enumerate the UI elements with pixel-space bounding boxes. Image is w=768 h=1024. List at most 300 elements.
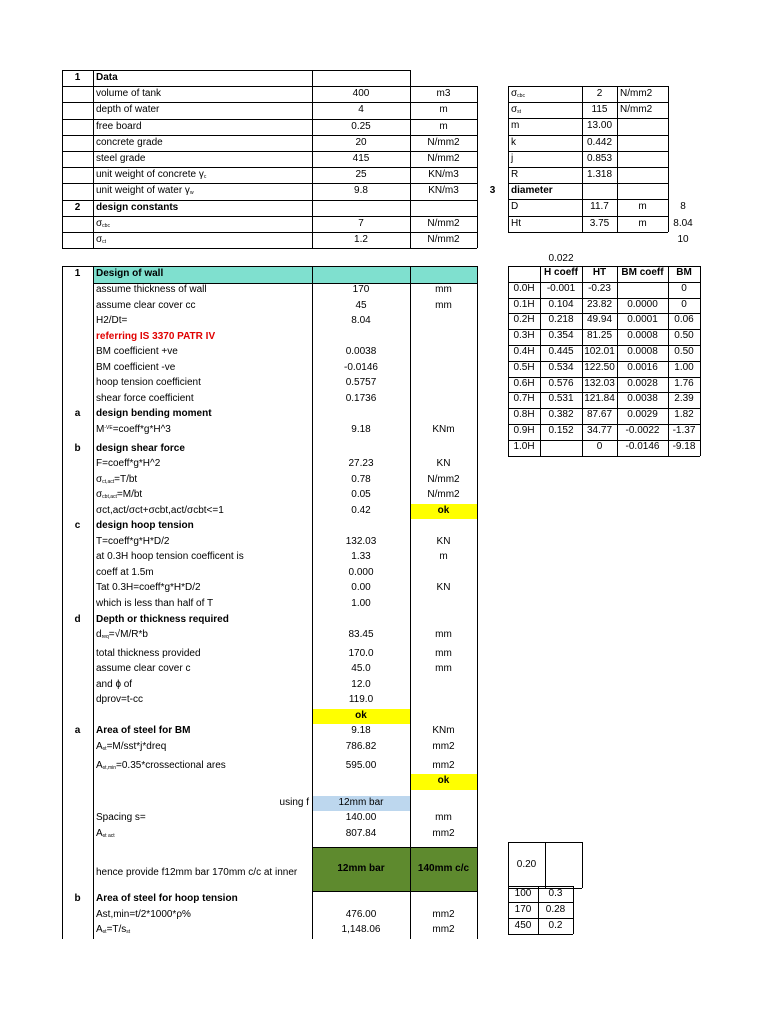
data-unit: m bbox=[439, 120, 448, 132]
grid-line bbox=[508, 842, 509, 888]
prop-unit bbox=[617, 118, 668, 134]
grid-line bbox=[508, 282, 700, 283]
tat-unit: KN bbox=[436, 582, 451, 594]
constants-num: 2 bbox=[74, 201, 81, 213]
coef-cell: 0.0008 bbox=[627, 346, 658, 357]
prop-unit bbox=[617, 167, 668, 183]
grid-line bbox=[62, 70, 63, 248]
astT-unit: mm2 bbox=[432, 924, 455, 936]
F-label: F=coeff*g*H^2 bbox=[96, 458, 161, 470]
data-unit: m3 bbox=[436, 88, 451, 100]
prop-label: m bbox=[511, 120, 520, 132]
pct-thickness: 450 bbox=[514, 920, 532, 931]
Ht-label: Ht bbox=[511, 217, 521, 229]
grid-line bbox=[508, 266, 700, 267]
astmin-label-part: =0.35*crossectional ares bbox=[116, 759, 226, 771]
data-value: 0.25 bbox=[351, 120, 371, 132]
prop-value: 13.00 bbox=[586, 120, 613, 132]
coef-cell: 0.354 bbox=[548, 330, 574, 342]
coef-cell: 0 bbox=[681, 282, 687, 294]
grid-line bbox=[508, 232, 668, 233]
grid-line bbox=[62, 216, 477, 217]
design-bm-num: a bbox=[74, 408, 81, 420]
coef-cell: 23.82 bbox=[586, 298, 613, 310]
grid-line bbox=[545, 842, 546, 888]
grid-line bbox=[508, 424, 700, 425]
grid-line bbox=[508, 86, 509, 232]
pct-thickness: 170 bbox=[514, 904, 532, 915]
grid-line bbox=[508, 151, 668, 152]
spacing-label: Spacing s= bbox=[96, 812, 146, 824]
dprov-value: 119.0 bbox=[348, 694, 374, 706]
coef-cell: 0.0029 bbox=[627, 409, 658, 421]
phi-value: 12.0 bbox=[351, 678, 371, 690]
phi-label: and ɸ of bbox=[96, 678, 133, 690]
ast-value: 786.82 bbox=[345, 740, 377, 752]
grid-line bbox=[700, 266, 701, 456]
Ht-value: 3.75 bbox=[589, 217, 610, 229]
grid-line bbox=[62, 232, 477, 233]
coef-cell: 34.77 bbox=[586, 425, 613, 436]
astT-label-part: A bbox=[96, 924, 103, 936]
constant-value: 7 bbox=[358, 217, 364, 229]
prop-label: R bbox=[511, 169, 519, 180]
coeff15-value: 0.000 bbox=[348, 566, 374, 578]
clear-cover-unit: mm bbox=[435, 663, 452, 675]
coef-cell: 0.0001 bbox=[627, 314, 658, 326]
prop-label: k bbox=[511, 136, 516, 148]
coef-cell: 0.50 bbox=[674, 346, 694, 357]
astmin-label-part: st,min bbox=[102, 764, 117, 771]
coef-cell: -0.0146 bbox=[625, 440, 660, 452]
ast-unit: mm2 bbox=[432, 740, 455, 752]
coef-cell bbox=[617, 282, 668, 298]
constant-label-part: σ bbox=[96, 217, 103, 229]
grid-line bbox=[508, 361, 700, 362]
sigma2-value: 0.05 bbox=[351, 489, 371, 501]
astact-label bbox=[93, 827, 312, 843]
D-extra: 8 bbox=[680, 201, 686, 213]
data-value: 400 bbox=[352, 88, 370, 100]
grid-line bbox=[93, 283, 477, 284]
grid-line bbox=[508, 86, 668, 87]
coef-cell: 2.39 bbox=[674, 393, 694, 405]
grid-line bbox=[582, 86, 583, 232]
less-value: 1.00 bbox=[351, 598, 371, 609]
ast-label-part: =M/sst*j*dreq bbox=[106, 740, 167, 752]
ast-label-part: A bbox=[96, 740, 103, 752]
mve-label-part: -VE bbox=[104, 424, 113, 431]
grid-line bbox=[62, 200, 477, 201]
prop-value: 0.853 bbox=[586, 152, 613, 164]
at03-label: at 0.3H hoop tension coefficent is bbox=[96, 551, 244, 563]
data-value: 25 bbox=[355, 169, 367, 181]
astmin2-label: Ast,min=t/2*1000*ρ% bbox=[96, 908, 191, 920]
cover-value: 45 bbox=[355, 299, 367, 311]
as-bm-label: Area of steel for BM bbox=[96, 725, 191, 737]
thickness-value: 170 bbox=[352, 284, 370, 295]
sigma-check-label: σct,act/σct+σcbt,act/σcbt<=1 bbox=[96, 504, 224, 516]
ok3-unit: ok bbox=[410, 774, 477, 790]
dprov-label: dprov=t-cc bbox=[96, 694, 143, 706]
grid-line bbox=[508, 199, 668, 200]
tat-label: Tat 0.3H=coeff*g*H*D/2 bbox=[96, 582, 201, 594]
design-sf-num: b bbox=[74, 442, 81, 454]
grid-line bbox=[62, 167, 477, 168]
coef-cell: -9.18 bbox=[672, 440, 696, 452]
design-ht-num: c bbox=[74, 520, 81, 532]
T-unit: KN bbox=[436, 535, 451, 547]
grid-line bbox=[668, 266, 669, 456]
grid-line bbox=[508, 456, 700, 457]
grid-line bbox=[62, 183, 477, 184]
grid-line bbox=[508, 934, 573, 935]
cover-label: assume clear cover cc bbox=[96, 299, 196, 311]
data-label-part: unit weight of water γ bbox=[96, 185, 190, 197]
extra-below: 10 bbox=[677, 233, 689, 245]
h2dt-label: H2/Dt= bbox=[96, 315, 128, 327]
data-title: Data bbox=[96, 72, 118, 83]
data-value: 20 bbox=[355, 136, 367, 148]
h2dt-value: 8.04 bbox=[351, 315, 371, 327]
grid-line bbox=[508, 216, 668, 217]
astT-label-part: st bbox=[102, 929, 107, 936]
sigma1-value: 0.78 bbox=[351, 473, 371, 485]
coef-cell: -1.37 bbox=[672, 425, 696, 436]
thickness-unit: mm bbox=[435, 284, 452, 295]
coef-cell: 1.82 bbox=[674, 409, 694, 421]
grid-line bbox=[477, 86, 478, 248]
pct-value: 0.3 bbox=[548, 888, 563, 899]
data-value: 4 bbox=[358, 104, 364, 116]
at03-value: 1.33 bbox=[351, 551, 371, 563]
grid-line bbox=[508, 392, 700, 393]
grid-line bbox=[582, 842, 583, 888]
design-bm-label: design bending moment bbox=[96, 408, 212, 420]
grid-line bbox=[573, 886, 574, 934]
coef-header: BM bbox=[676, 267, 692, 278]
diameter-num: 3 bbox=[489, 185, 496, 197]
astact-unit: mm2 bbox=[432, 827, 455, 839]
total-thick-label: total thickness provided bbox=[96, 647, 201, 659]
coef-cell: 0.0028 bbox=[627, 377, 658, 389]
ast-label bbox=[93, 740, 312, 756]
design-sf-label: design shear force bbox=[96, 442, 185, 454]
prop-label-part: cbc bbox=[517, 93, 525, 99]
constant-label bbox=[93, 232, 312, 248]
coef-cell: 0.0000 bbox=[627, 298, 658, 310]
as-bm-unit: KNm bbox=[432, 725, 455, 737]
grid-line bbox=[410, 70, 411, 248]
coef-cell: 49.94 bbox=[586, 314, 613, 326]
coef-row-label: 0.9H bbox=[513, 425, 535, 436]
astmin-label-part: A bbox=[96, 759, 103, 771]
constants-title: design constants bbox=[96, 201, 179, 213]
design-ht-label: design hoop tension bbox=[96, 520, 194, 532]
coef-cell: 0.0016 bbox=[627, 361, 658, 373]
reference-label: referring IS 3370 PATR IV bbox=[96, 330, 216, 342]
spacing-unit: mm bbox=[435, 812, 452, 824]
grid-line bbox=[62, 266, 63, 939]
sigma2-label-part: =M/bt bbox=[116, 489, 143, 501]
dreq-label bbox=[93, 628, 312, 644]
dreq-value: 83.45 bbox=[348, 629, 374, 641]
astmin-label bbox=[93, 759, 312, 775]
astmin2-value: 476.00 bbox=[345, 908, 377, 920]
sigma1-label bbox=[93, 473, 312, 489]
prop-value: 115 bbox=[591, 104, 608, 116]
grid-line bbox=[508, 313, 700, 314]
coef-row-label: 0.8H bbox=[513, 409, 535, 421]
grid-line bbox=[62, 119, 477, 120]
grid-line bbox=[62, 266, 477, 267]
coef-cell: 132.03 bbox=[584, 377, 615, 389]
prop-label bbox=[508, 86, 582, 102]
dreq-label-part: d bbox=[96, 629, 102, 641]
data-unit: N/mm2 bbox=[427, 136, 460, 148]
coef-row-label: 0.4H bbox=[513, 346, 535, 357]
grid-line bbox=[508, 886, 573, 887]
total-thick-unit: mm bbox=[435, 647, 452, 659]
dreq-unit: mm bbox=[435, 629, 452, 641]
prop-label-part: σ bbox=[511, 88, 518, 99]
ok2-value: ok bbox=[312, 709, 410, 725]
astT-label bbox=[93, 923, 312, 939]
grid-line bbox=[538, 886, 539, 934]
coef-cell: 0 bbox=[681, 298, 687, 310]
data-label-part: unit weight of concrete γ bbox=[96, 169, 204, 181]
constant-value: 1.2 bbox=[354, 234, 368, 245]
prop-value: 2 bbox=[596, 88, 603, 99]
as-hoop-label: Area of steel for hoop tension bbox=[96, 893, 238, 905]
spacing-value: 140.00 bbox=[345, 812, 377, 824]
prop-label-part: st bbox=[517, 109, 522, 116]
sigma2-unit: N/mm2 bbox=[427, 489, 460, 501]
shear-coeff-value: 0.1736 bbox=[345, 392, 377, 404]
grid-line bbox=[508, 329, 700, 330]
coef-cell: 0.0038 bbox=[627, 393, 658, 405]
grid-line bbox=[617, 266, 618, 456]
astact-value: 807.84 bbox=[345, 827, 377, 839]
grid-line bbox=[508, 440, 700, 441]
sigma2-label-part: cbt,act bbox=[102, 494, 117, 501]
sigma1-label-part: σ bbox=[96, 473, 103, 485]
coef-cell: 102.01 bbox=[584, 346, 615, 357]
grid-line bbox=[62, 248, 477, 249]
coef-row-label: 0.1H bbox=[513, 298, 535, 310]
coef-cell: -0.23 bbox=[588, 282, 611, 294]
tat-value: 0.00 bbox=[351, 582, 371, 594]
less-label: which is less than half of T bbox=[96, 598, 214, 609]
coef-header: H coeff bbox=[544, 267, 578, 278]
constant-label bbox=[93, 216, 312, 232]
dreq-label-part: req bbox=[101, 634, 109, 641]
astT-label-part: st bbox=[126, 929, 131, 936]
prop-value: 1.318 bbox=[586, 169, 613, 180]
prop-unit: N/mm2 bbox=[620, 88, 653, 99]
using-value: 12mm bar bbox=[312, 796, 410, 812]
data-label: concrete grade bbox=[96, 136, 163, 148]
sigma1-label-part: ct,act bbox=[102, 478, 115, 485]
clear-cover-label: assume clear cover c bbox=[96, 663, 191, 675]
pct-value: 0.28 bbox=[545, 904, 566, 915]
grid-line bbox=[312, 266, 313, 939]
coef-cell: 87.67 bbox=[586, 409, 613, 421]
coef-cell: 0.531 bbox=[548, 393, 574, 405]
data-label: steel grade bbox=[96, 153, 146, 164]
astact-label-part: A bbox=[96, 827, 103, 839]
grid-line bbox=[508, 886, 509, 934]
Ht-extra: 8.04 bbox=[673, 217, 693, 229]
T-value: 132.03 bbox=[345, 535, 377, 547]
grid-line bbox=[617, 86, 618, 199]
grid-line bbox=[93, 70, 94, 248]
grid-line bbox=[668, 86, 669, 232]
data-label bbox=[93, 183, 312, 199]
hence-spacing: 140mm c/c bbox=[410, 847, 477, 891]
astT-value: 1,148.06 bbox=[341, 924, 381, 936]
data-label-part: w bbox=[189, 190, 194, 197]
coef-cell: 0.382 bbox=[548, 409, 574, 421]
coef-row-label: 0.0H bbox=[513, 282, 535, 294]
coef-cell: 121.84 bbox=[584, 393, 615, 405]
hoop-coeff-label: hoop tension coefficient bbox=[96, 377, 201, 389]
coef-cell: 0.50 bbox=[674, 330, 694, 342]
coef-cell: 81.25 bbox=[586, 330, 613, 342]
prop-label bbox=[508, 102, 582, 118]
constant-label-part: ct bbox=[102, 239, 107, 245]
coef-cell: -0.001 bbox=[546, 282, 576, 294]
coef-row-label: 0.6H bbox=[513, 377, 535, 389]
grid-line bbox=[312, 70, 313, 248]
prop-unit bbox=[617, 135, 668, 151]
grid-line bbox=[508, 902, 573, 903]
grid-line bbox=[410, 266, 411, 939]
hence-label: hence provide f12mm bar 170mm c/c at inner bbox=[96, 867, 298, 879]
grid-line bbox=[93, 266, 94, 939]
data-label: depth of water bbox=[96, 104, 160, 116]
total-thick-value: 170.0 bbox=[348, 647, 374, 659]
grid-line bbox=[477, 266, 478, 939]
mve-label bbox=[93, 423, 312, 439]
thickness-label: assume thickness of wall bbox=[96, 284, 207, 295]
coef-header: BM coeff bbox=[621, 267, 664, 278]
astT-label-part: =T/s bbox=[106, 924, 127, 936]
data-unit: KN/m3 bbox=[428, 185, 459, 197]
constant-label-part: cbc bbox=[102, 222, 110, 229]
data-unit: KN/m3 bbox=[428, 169, 459, 181]
bm-pos-value: 0.0038 bbox=[345, 346, 377, 358]
grid-line bbox=[62, 151, 477, 152]
data-label-part: c bbox=[203, 174, 207, 181]
sigma2-label-part: σ bbox=[96, 489, 103, 501]
coeff15-label: coeff at 1.5m bbox=[96, 566, 154, 578]
depth-num: d bbox=[74, 613, 81, 625]
sigma1-label-part: =T/bt bbox=[114, 473, 138, 485]
astmin2-unit: mm2 bbox=[432, 908, 455, 920]
coef-cell: 0.152 bbox=[548, 425, 574, 436]
at03-unit: m bbox=[439, 551, 448, 563]
coef-cell: 0.0008 bbox=[627, 330, 658, 342]
hoop-coeff-value: 0.5757 bbox=[345, 377, 377, 389]
grid-line bbox=[62, 102, 477, 103]
coef-cell: 0.445 bbox=[548, 346, 574, 357]
coef-cell: 0 bbox=[596, 440, 603, 452]
sigma-check-value: 0.42 bbox=[351, 504, 371, 516]
D-value: 11.7 bbox=[590, 201, 609, 213]
diameter-label: diameter bbox=[511, 185, 553, 197]
grid-line bbox=[312, 891, 477, 892]
coef-row-label: 1.0H bbox=[513, 440, 535, 452]
data-unit: N/mm2 bbox=[427, 153, 460, 164]
grid-line bbox=[508, 345, 700, 346]
wall-title: Design of wall bbox=[96, 268, 164, 279]
grid-line bbox=[540, 266, 541, 456]
grid-line bbox=[312, 847, 477, 848]
grid-line bbox=[508, 183, 668, 184]
bm-neg-value: -0.0146 bbox=[344, 361, 378, 373]
as-bm-value: 9.18 bbox=[351, 725, 371, 737]
as-hoop-num: b bbox=[74, 893, 81, 905]
bm-neg-label: BM coefficient -ve bbox=[96, 361, 176, 373]
coef-cell: 1.00 bbox=[674, 361, 694, 373]
mve-unit: KNm bbox=[432, 423, 455, 435]
coef-cell: 0.218 bbox=[548, 314, 574, 326]
coef-cell: 122.50 bbox=[584, 361, 615, 373]
prop-label-part: σ bbox=[511, 104, 518, 116]
data-label: free board bbox=[96, 120, 142, 132]
dreq-label-part: =√M/R*b bbox=[108, 629, 148, 641]
cover-unit: mm bbox=[435, 299, 452, 311]
grid-line bbox=[508, 408, 700, 409]
pct-value: 0.2 bbox=[548, 920, 563, 931]
prop-value: 0.442 bbox=[586, 136, 613, 148]
coef-cell: 0.104 bbox=[548, 298, 574, 310]
constant-unit: N/mm2 bbox=[427, 217, 460, 229]
side-value: 0.20 bbox=[516, 859, 537, 870]
data-label: volume of tank bbox=[96, 88, 162, 100]
grid-line bbox=[508, 377, 700, 378]
coef-top-value: 0.022 bbox=[548, 253, 574, 264]
mve-value: 9.18 bbox=[351, 423, 371, 435]
data-value: 415 bbox=[352, 153, 370, 164]
grid-line bbox=[508, 135, 668, 136]
grid-line bbox=[62, 86, 477, 87]
F-unit: KN bbox=[436, 458, 451, 470]
coef-cell: 0.576 bbox=[548, 377, 574, 389]
coef-row-label: 0.5H bbox=[513, 361, 535, 373]
as-bm-num: a bbox=[74, 725, 81, 737]
D-unit: m bbox=[638, 201, 647, 213]
coef-cell: -0.0022 bbox=[625, 425, 660, 436]
coef-row-label: 0.7H bbox=[513, 393, 535, 405]
shear-coeff-label: shear force coefficient bbox=[96, 392, 194, 404]
coef-cell: 0.06 bbox=[674, 314, 694, 326]
data-label bbox=[93, 167, 312, 183]
mve-label-part: M bbox=[96, 423, 105, 435]
sigma-check-unit: ok bbox=[410, 504, 477, 520]
coef-row-label: 0.2H bbox=[513, 314, 535, 326]
Ht-unit: m bbox=[638, 217, 647, 229]
F-value: 27.23 bbox=[348, 458, 374, 470]
depth-label: Depth or thickness required bbox=[96, 613, 229, 625]
grid-line bbox=[508, 167, 668, 168]
coef-row-label: 0.3H bbox=[513, 330, 535, 342]
sigma2-label bbox=[93, 488, 312, 504]
grid-line bbox=[508, 118, 668, 119]
D-label: D bbox=[511, 201, 519, 213]
grid-line bbox=[582, 266, 583, 456]
